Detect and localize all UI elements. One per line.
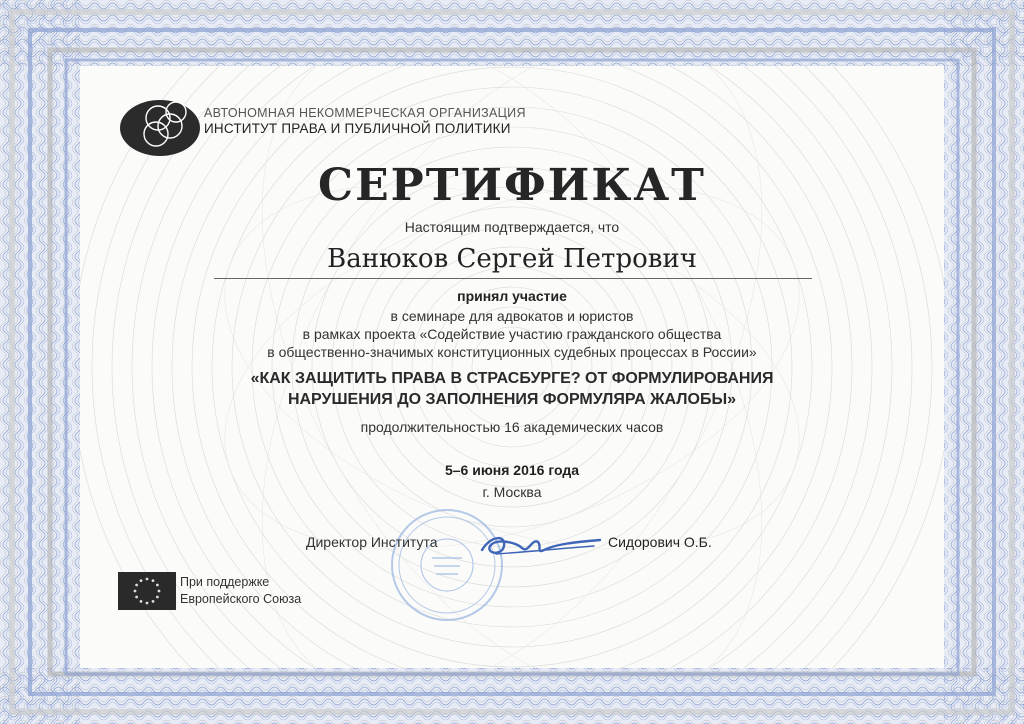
paragraph-line-1: в семинаре для адвокатов и юристов: [390, 308, 634, 324]
paragraph-line-2: в рамках проекта «Содействие участию гражданского общества: [302, 326, 722, 342]
participated-text: принял участие: [457, 288, 567, 304]
interlocking-circles-logo-icon: [118, 92, 206, 158]
organization-title: ИНСТИТУТ ПРАВА И ПУБЛИЧНОЙ ПОЛИТИКИ: [204, 121, 511, 136]
signer-name: Сидорович О.Б.: [608, 534, 712, 550]
name-underline: [214, 278, 812, 279]
event-date: 5–6 июня 2016 года: [444, 462, 580, 478]
seminar-title-line-2: НАРУШЕНИЯ ДО ЗАПОЛНЕНИЯ ФОРМУЛЯРА ЖАЛОБЫ»: [287, 391, 737, 408]
handwritten-signature-icon: [476, 524, 606, 564]
duration-text: продолжительностью 16 академических часов: [360, 419, 664, 435]
director-label: Директор Института: [306, 534, 438, 550]
eu-support-text: [180, 574, 301, 608]
support-line-2: Европейского Союза: [180, 592, 302, 606]
eu-flag-icon: [118, 572, 176, 610]
seminar-title-line-1: «КАК ЗАЩИТИТЬ ПРАВА В СТРАСБУРГЕ? ОТ ФОРМУЛИРОВАНИЯ: [250, 370, 774, 387]
recipient-name: Ванюков Сергей Петрович: [327, 244, 697, 274]
organization-type: АВТОНОМНАЯ НЕКОММЕРЧЕСКАЯ ОРГАНИЗАЦИЯ: [204, 106, 526, 120]
support-line-1: При поддержке: [180, 575, 270, 589]
paragraph-line-3: в общественно-значимых конституционных судебных процессах в России»: [267, 344, 757, 360]
event-city: г. Москва: [482, 484, 542, 500]
certificate-title: СЕРТИФИКАТ: [318, 160, 706, 211]
confirm-text: Настоящим подтверждается, что: [404, 219, 620, 235]
organization-name: [204, 106, 526, 136]
